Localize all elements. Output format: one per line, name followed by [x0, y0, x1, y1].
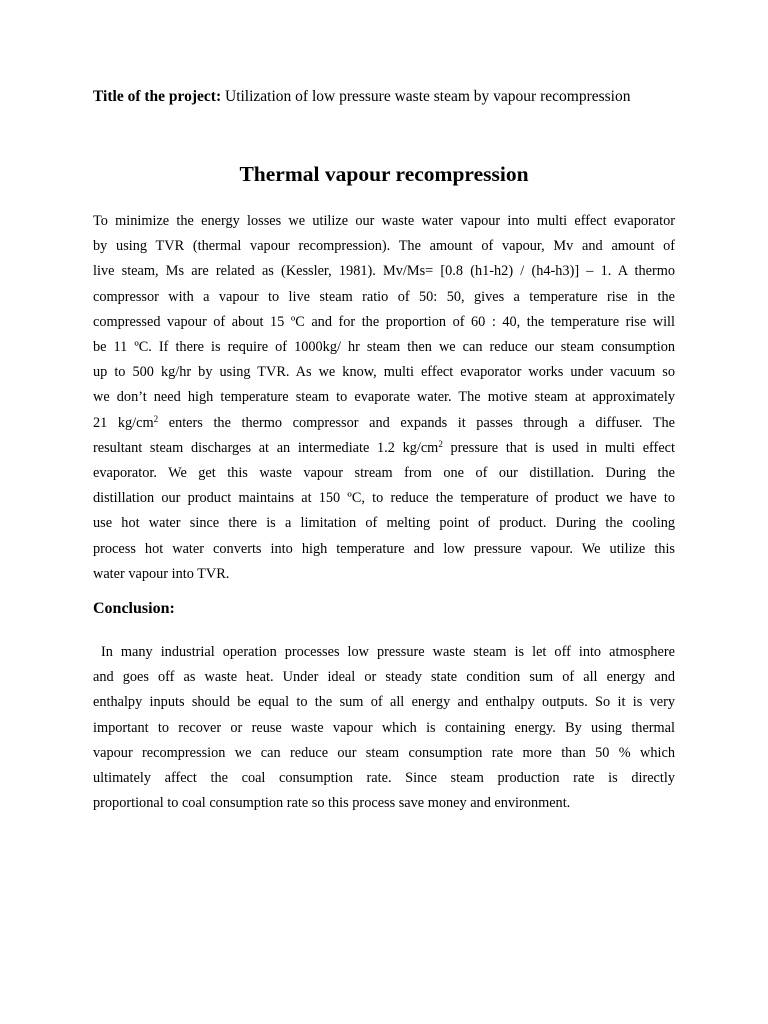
project-title-label: Title of the project: [93, 88, 222, 105]
body-line: To minimize the energy losses we utilize our waste water vapour into multi effect evaporator [93, 213, 675, 229]
conclusion-line: enthalpy inputs should be equal to the sum of all energy and enthalpy outputs. So it is very [93, 694, 675, 711]
body-line: distillation our product maintains at 150 ºC, to reduce the temperature of product we have to [93, 490, 675, 507]
body-line: by using TVR (thermal vapour recompression). The amount of vapour, Mv and amount of [93, 238, 675, 255]
body-paragraph [93, 209, 675, 587]
conclusion-line: In many industrial operation processes low pressure waste steam is let off into atmosphere [93, 644, 675, 660]
body-line: be 11 ºC. If there is require of 1000kg/ hr steam then we can reduce our steam consumption [93, 339, 675, 356]
section-heading: Thermal vapour recompression [239, 162, 529, 186]
project-title [93, 87, 675, 106]
conclusion-line: important to recover or reuse waste vapour which is containing energy. By using thermal [93, 719, 675, 736]
conclusion-heading: Conclusion: [93, 600, 175, 617]
conclusion-line: and goes off as waste heat. Under ideal or steady state condition sum of all energy and [93, 669, 675, 686]
body-line: evaporator. We get this waste vapour stream from one of our distillation. During the [93, 465, 675, 482]
body-line: process hot water converts into high temperature and low pressure vapour. We utilize this [93, 540, 675, 557]
body-line: we don’t need high temperature steam to evaporate water. The motive steam at approximately [93, 389, 675, 406]
body-line: use hot water since there is a limitation of melting point of product. During the cooling [93, 515, 675, 532]
project-title-text: Utilization of low pressure waste steam by vapour recompression [225, 88, 631, 105]
body-line: compressed vapour of about 15 ºC and for the proportion of 60 : 40, the temperature rise will [93, 313, 675, 330]
conclusion-paragraph [93, 640, 675, 816]
conclusion-line: vapour recompression we can reduce our steam consumption rate more than 50 % which [93, 744, 675, 761]
body-line: compressor with a vapour to live steam ratio of 50: 50, gives a temperature rise in the [93, 288, 675, 305]
body-line: up to 500 kg/hr by using TVR. As we know, multi effect evaporator works under vacuum so [93, 364, 675, 381]
conclusion-line: ultimately affect the coal consumption rate. Since steam production rate is directly [93, 770, 675, 787]
body-line: water vapour into TVR. [93, 565, 230, 582]
document-page [93, 87, 675, 812]
body-line: resultant steam discharges at an intermediate 1.2 $kg/cm^2$ pressure that is used in multi effect [93, 438, 675, 456]
conclusion-line: proportional to coal consumption rate so this process save money and environment. [93, 795, 571, 812]
body-line: live steam, Ms are related as (Kessler, 1981). Mv/Ms= [0.8 (h1-h2) / (h4-h3)] – 1. A thermo [93, 263, 675, 280]
body-line: 21 $kg/cm^2$ enters the thermo compressor and expands it passes through a diffuser. The [93, 413, 675, 431]
